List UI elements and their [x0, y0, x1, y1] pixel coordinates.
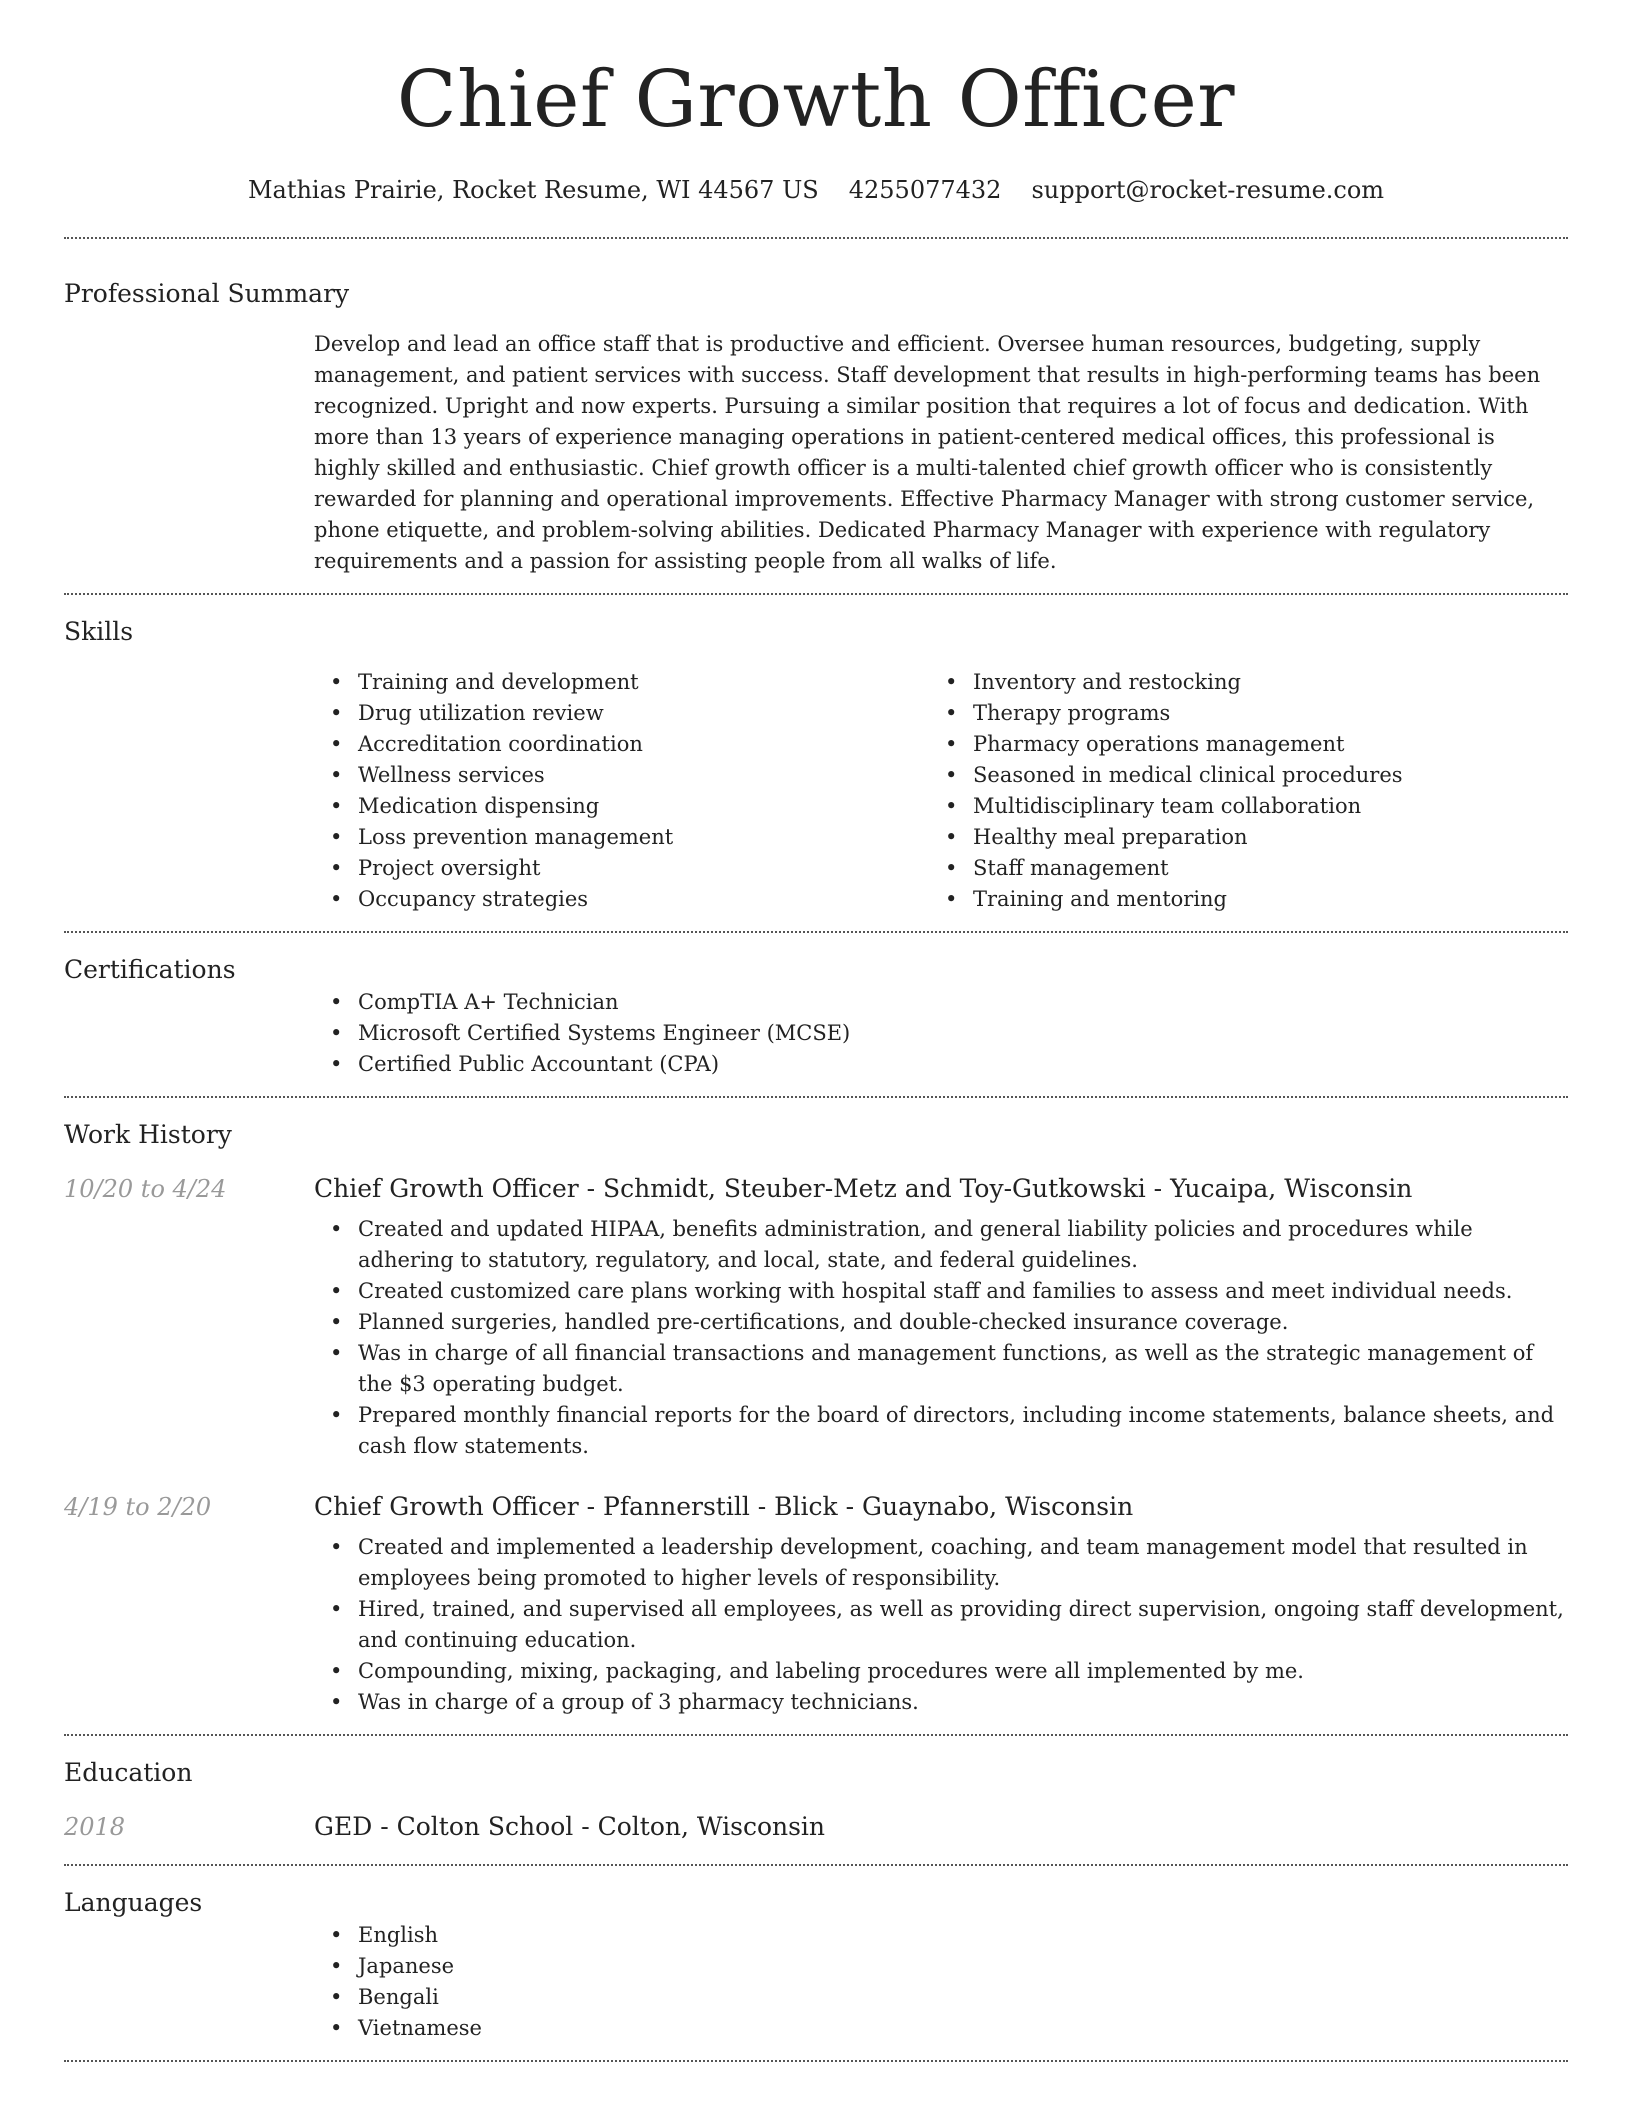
skill-item: • Healthy meal preparation: [929, 822, 1544, 853]
job-bullet: • Prepared monthly financial reports for the board of directors, including income statements, balance sheets, and cash flow statements.: [314, 1400, 1568, 1462]
job-body: [314, 1172, 1568, 1462]
skills-grid: [314, 667, 1568, 915]
languages-content: [314, 1920, 1568, 2044]
skill-item: • Wellness services: [314, 760, 929, 791]
work-history-section: [64, 1098, 1568, 1734]
language-item: • English: [314, 1920, 1568, 1951]
contact-email: support@rocket-resume.com: [1031, 176, 1385, 204]
summary-text: Develop and lead an office staff that is productive and efficient. Oversee human resources, budgeting, supply management, and patient services with success. Staff development that results in high-performing teams has been recognized. Upright and now experts. Pursuing a similar position that requires a lot of focus and dedication. With more than 13 years of experience managing operations in patient-centered medical offices, this professional is highly skilled and enthusiastic. Chief growth officer is a multi-talented chief growth officer who is consistently rewarded for planning and operational improvements. Effective Pharmacy Manager with strong customer service, phone etiquette, and problem-solving abilities. Dedicated Pharmacy Manager with experience with regulatory requirements and a passion for assisting people from all walks of life.: [314, 332, 1541, 573]
certification-item: • Microsoft Certified Systems Engineer (MCSE): [314, 1018, 1568, 1049]
languages-list: [314, 1920, 1568, 2044]
job-title: Chief Growth Officer - Pfannerstill - Blick - Guaynabo, Wisconsin: [314, 1492, 1134, 1521]
job-dates: 10/20 to 4/24: [64, 1175, 227, 1203]
job-body: [314, 1490, 1568, 1718]
contact-line: [64, 170, 1568, 210]
skill-item: • Occupancy strategies: [314, 884, 929, 915]
skill-item: • Seasoned in medical clinical procedures: [929, 760, 1544, 791]
education-year: 2018: [64, 1813, 126, 1841]
skill-item: • Medication dispensing: [314, 791, 929, 822]
languages-section: [64, 1866, 1568, 2060]
skill-item: • Inventory and restocking: [929, 667, 1544, 698]
job-bullet: • Was in charge of all financial transactions and management functions, as well as the strategic management of the $3 operating budget.: [314, 1338, 1568, 1400]
job-bullet: • Created customized care plans working with hospital staff and families to assess and meet individual needs.: [314, 1276, 1568, 1307]
summary-section: [64, 239, 1568, 593]
education-entry: [64, 1810, 1568, 1844]
contact-phone: 4255077432: [848, 176, 1002, 204]
section-divider: [64, 2060, 1568, 2062]
certifications-heading: Certifications: [64, 955, 236, 984]
skill-item: • Pharmacy operations management: [929, 729, 1544, 760]
job-title: Chief Growth Officer - Schmidt, Steuber-Metz and Toy-Gutkowski - Yucaipa, Wisconsin: [314, 1174, 1413, 1203]
contact-address: Mathias Prairie, Rocket Resume, WI 44567 US: [247, 176, 819, 204]
education-heading: Education: [64, 1758, 193, 1787]
skill-item: • Training and mentoring: [929, 884, 1544, 915]
job-bullets: [314, 1214, 1568, 1462]
job-bullet: • Created and implemented a leadership development, coaching, and team management model that resulted in employees being promoted to higher levels of responsibility.: [314, 1532, 1568, 1594]
job-bullet: • Created and updated HIPAA, benefits administration, and general liability policies and procedures while adhering to statutory, regulatory, and local, state, and federal guidelines.: [314, 1214, 1568, 1276]
job-bullet: • Planned surgeries, handled pre-certifications, and double-checked insurance coverage.: [314, 1307, 1568, 1338]
skill-item: • Drug utilization review: [314, 698, 929, 729]
skill-item: • Therapy programs: [929, 698, 1544, 729]
page-title: Chief Growth Officer: [396, 55, 1236, 145]
skill-item: • Accreditation coordination: [314, 729, 929, 760]
language-item: • Japanese: [314, 1951, 1568, 1982]
summary-content: [314, 329, 1568, 577]
skill-item: • Multidisciplinary team collaboration: [929, 791, 1544, 822]
skills-section: [64, 595, 1568, 931]
languages-heading: Languages: [64, 1888, 203, 1917]
education-section: [64, 1736, 1568, 1864]
skill-item: • Loss prevention management: [314, 822, 929, 853]
certification-item: • Certified Public Accountant (CPA): [314, 1049, 1568, 1080]
job-bullet: • Was in charge of a group of 3 pharmacy technicians.: [314, 1687, 1568, 1718]
certifications-list: [314, 987, 1568, 1080]
skill-item: • Staff management: [929, 853, 1544, 884]
summary-heading: Professional Summary: [64, 279, 350, 308]
job-bullet: • Hired, trained, and supervised all employees, as well as providing direct supervision, ongoing staff development, and continuing education.: [314, 1594, 1568, 1656]
certification-item: • CompTIA A+ Technician: [314, 987, 1568, 1018]
language-item: • Bengali: [314, 1982, 1568, 2013]
skill-item: • Project oversight: [314, 853, 929, 884]
resume-header: [64, 0, 1568, 210]
skill-item: • Training and development: [314, 667, 929, 698]
skills-left-list: [314, 667, 929, 915]
certifications-content: [314, 987, 1568, 1080]
certifications-section: [64, 933, 1568, 1096]
job-entry: [64, 1172, 1568, 1462]
work-history-heading: Work History: [64, 1120, 232, 1149]
job-bullet: • Compounding, mixing, packaging, and labeling procedures were all implemented by me.: [314, 1656, 1568, 1687]
education-title: GED - Colton School - Colton, Wisconsin: [314, 1812, 826, 1841]
skills-heading: Skills: [64, 617, 134, 646]
language-item: • Vietnamese: [314, 2013, 1568, 2044]
job-dates: 4/19 to 2/20: [64, 1493, 212, 1521]
education-body: [314, 1810, 1568, 1844]
skills-content: [314, 667, 1568, 915]
job-bullets: [314, 1532, 1568, 1718]
job-entry: [64, 1490, 1568, 1718]
skills-right-list: [929, 667, 1544, 915]
